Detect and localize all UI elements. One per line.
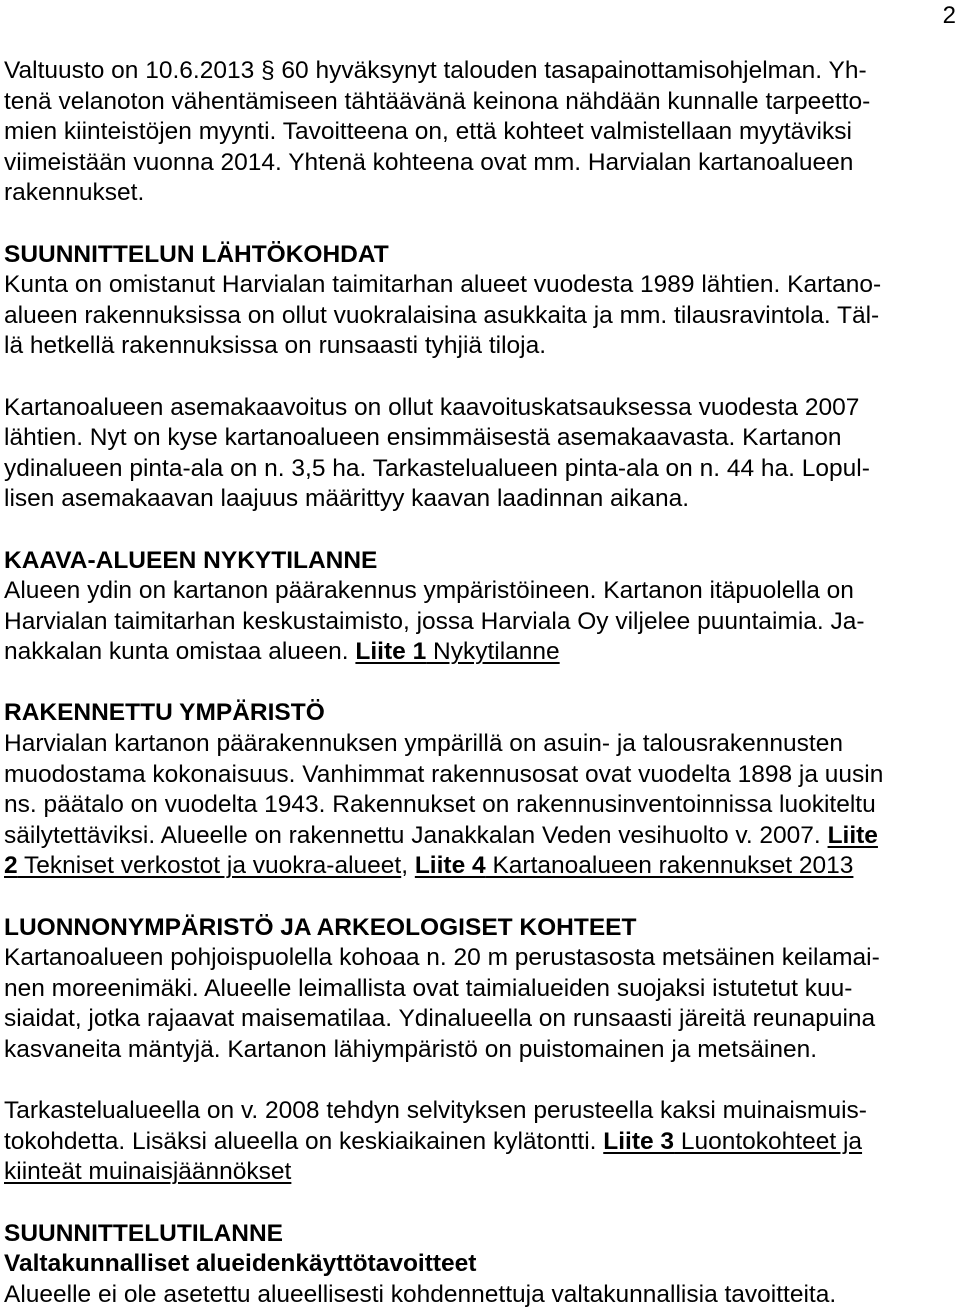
heading-suunnittelutilanne: SUUNNITTELUTILANNE [4, 1219, 284, 1247]
lahtokohdat-paragraph [4, 270, 956, 362]
liite-2-link-start[interactable]: Liite [827, 821, 878, 849]
liite-2-link[interactable] [4, 852, 401, 879]
text-segment: , [401, 852, 415, 880]
text-line: lisen asemakaavan laajuus määrittyy kaavan laadinnan aikana. [4, 485, 690, 513]
text-line [4, 637, 956, 668]
link-label: Tekniset verkostot ja vuokra-alueet [17, 852, 402, 880]
heading-lahtokohdat: SUUNNITTELUN LÄHTÖKOHDAT [4, 240, 389, 268]
intro-paragraph [4, 56, 956, 209]
text-segment: nakkalan kunta omistaa alueen. [4, 638, 356, 666]
liite-1-link[interactable] [355, 638, 559, 665]
text-line [4, 821, 956, 852]
text-line: Tarkastelualueella on v. 2008 tehdyn selvityksen perusteella kaksi muinaismuis- [4, 1097, 867, 1125]
link-label: Kartanoalueen rakennukset 2013 [485, 852, 854, 880]
link-label-bold: Liite 1 [355, 638, 427, 666]
text-line: alueen rakennuksissa on ollut vuokralaisina asukkaita ja mm. tilausravintola. Täl- [4, 301, 880, 329]
text-line: viimeistään vuonna 2014. Yhtenä kohteena ovat mm. Harvialan kartanoalueen [4, 148, 854, 176]
text-line: ydinalueen pinta-ala on n. 3,5 ha. Tarkastelualueen pinta-ala on n. 44 ha. Lopul- [4, 454, 870, 482]
document-body [4, 56, 956, 1310]
asemakaavoitus-paragraph [4, 393, 956, 515]
subheading-valtakunnalliset: Valtakunnalliset alueidenkäyttötavoitteet [4, 1250, 477, 1278]
valtakunnalliset-paragraph: Alueelle ei ole asetettu alueellisesti kohdennettuja valtakunnallisia tavoitteita. [4, 1280, 837, 1308]
text-line: rakennukset. [4, 179, 145, 207]
link-label: Nykytilanne [426, 638, 560, 666]
text-line [4, 1157, 956, 1188]
text-line: Kunta on omistanut Harvialan taimitarhan alueet vuodesta 1989 lähtien. Kartano- [4, 271, 882, 299]
text-line: lä hetkellä rakennuksissa on runsaasti tyhjiä tiloja. [4, 332, 547, 360]
link-label-bold: Liite 3 [603, 1127, 675, 1155]
text-line: Kartanoalueen pohjoispuolella kohoaa n. 20 m perustasosta metsäinen keilamai- [4, 944, 880, 972]
link-label-bold: 2 [4, 852, 18, 880]
text-line: nen moreenimäki. Alueelle leimallista ovat taimialueiden suojaksi istutetut kuu- [4, 974, 853, 1002]
liite-3-link-end[interactable]: kiinteät muinaisjäännökset [4, 1158, 292, 1186]
nykytilanne-paragraph [4, 576, 956, 668]
rakennettu-paragraph [4, 729, 956, 882]
text-line: Kartanoalueen asemakaavoitus on ollut kaavoituskatsauksessa vuodesta 2007 [4, 393, 860, 421]
text-line: lähtien. Nyt on kyse kartanoalueen ensimmäisestä asemakaavasta. Kartanon [4, 424, 842, 452]
text-line: Harvialan kartanon päärakennuksen ympärillä on asuin- ja talousrakennusten [4, 730, 843, 758]
luonnonymparisto-paragraph [4, 943, 956, 1065]
text-line: mien kiinteistöjen myynti. Tavoitteena on, että kohteet valmistellaan myytäviksi [4, 118, 852, 146]
text-segment: tokohdetta. Lisäksi alueella on keskiaikainen kylätontti. [4, 1127, 604, 1155]
heading-nykytilanne: KAAVA-ALUEEN NYKYTILANNE [4, 546, 378, 574]
text-line: siaidat, jotka rajaavat maisematilaa. Ydinalueella on runsaasti järeitä reunapuina [4, 1005, 876, 1033]
text-line: Harvialan taimitarhan keskustaimisto, jossa Harviala Oy viljelee puuntaimia. Ja- [4, 607, 865, 635]
text-line: Alueen ydin on kartanon päärakennus ympäristöineen. Kartanon itäpuolella on [4, 577, 854, 605]
page-number: 2 [942, 2, 956, 29]
text-line: ns. päätalo on vuodelta 1943. Rakennukset on rakennusinventoinnissa luokiteltu [4, 791, 876, 819]
muinaisjaannokset-paragraph [4, 1096, 956, 1188]
text-line: tenä velanoton vähentämiseen tähtäävänä keinona nähdään kunnalle tarpeetto- [4, 87, 871, 115]
heading-luonnonymparisto: LUONNONYMPÄRISTÖ JA ARKEOLOGISET KOHTEET [4, 913, 637, 941]
text-line [4, 1127, 956, 1158]
heading-rakennettu: RAKENNETTU YMPÄRISTÖ [4, 699, 325, 727]
text-line: kasvaneita mäntyjä. Kartanon lähiympäristö on puistomainen ja metsäinen. [4, 1036, 818, 1063]
liite-3-link[interactable] [603, 1128, 862, 1155]
link-label: Luontokohteet ja [674, 1127, 863, 1155]
link-label-bold: Liite 4 [414, 852, 486, 880]
text-segment: säilytettäviksi. Alueelle on rakennettu Janakkalan Veden vesihuolto v. 2007. [4, 821, 828, 849]
liite-4-link[interactable] [415, 852, 854, 879]
text-line [4, 851, 956, 882]
text-line: muodostama kokonaisuus. Vanhimmat rakennusosat ovat vuodelta 1898 ja uusin [4, 760, 884, 788]
text-line: Valtuusto on 10.6.2013 § 60 hyväksynyt talouden tasapainottamisohjelman. Yh- [4, 57, 867, 84]
